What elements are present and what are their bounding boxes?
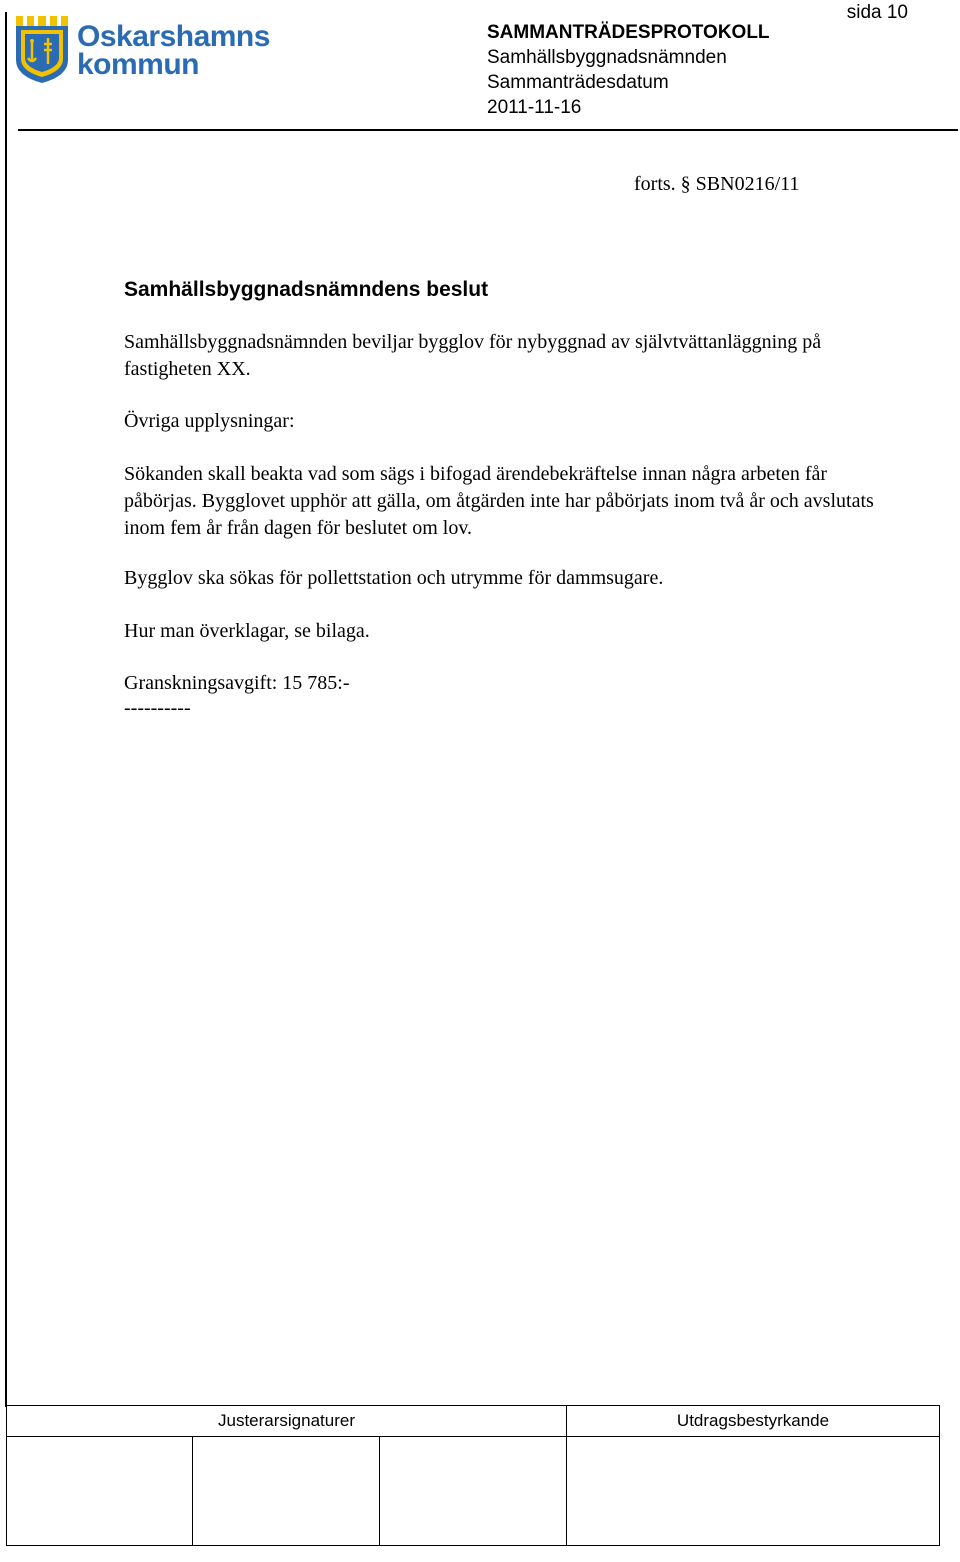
case-reference: forts. § SBN0216/11: [634, 173, 800, 195]
appeal-note: Hur man överklagar, se bilaga.: [124, 620, 370, 642]
left-margin-rule: [5, 12, 7, 1407]
logo-wordmark-line1: Oskarshamns: [77, 20, 270, 53]
signature-box: [7, 1437, 193, 1546]
committee-name: Samhällsbyggnadsnämnden: [487, 47, 727, 68]
municipal-crest-icon: [15, 14, 69, 84]
review-fee: Granskningsavgift: 15 785:-: [124, 672, 350, 694]
decision-heading: Samhällsbyggnadsnämndens beslut: [124, 278, 489, 301]
adjusters-signatures-header: Justerarsignaturer: [7, 1406, 567, 1437]
extract-signature-box: [567, 1437, 940, 1546]
meeting-date: 2011-11-16: [487, 97, 582, 118]
other-info-label: Övriga upplysningar:: [124, 410, 295, 432]
signature-box: [193, 1437, 380, 1546]
extract-certification-header: Utdragsbestyrkande: [567, 1406, 940, 1437]
signature-box: [380, 1437, 567, 1546]
municipality-logo: [15, 14, 270, 86]
permit-note: Bygglov ska sökas för pollettstation och utrymme för dammsugare.: [124, 567, 664, 589]
other-info-text: Sökanden skall beakta vad som sägs i bifogad ärendebekräftelse innan några arbeten får påbörjas. Bygglovet upphör att gälla, om åtgärden inte har påbörjats inom två år och avslutats inom fem år från dagen för beslutet om lov.: [124, 463, 874, 539]
header-divider: [18, 129, 958, 131]
separator-dashes: ----------: [124, 697, 191, 719]
protocol-header: [487, 20, 770, 120]
logo-wordmark-line2: kommun: [77, 48, 200, 81]
meeting-date-label: Sammanträdesdatum: [487, 72, 669, 93]
page-number: sida 10: [846, 2, 908, 23]
protocol-title: SAMMANTRÄDESPROTOKOLL: [487, 22, 770, 43]
signature-table: [6, 1405, 940, 1546]
decision-text: Samhällsbyggnadsnämnden beviljar bygglov för nybyggnad av självtvättanläggning på fastigheten XX.: [124, 331, 822, 380]
